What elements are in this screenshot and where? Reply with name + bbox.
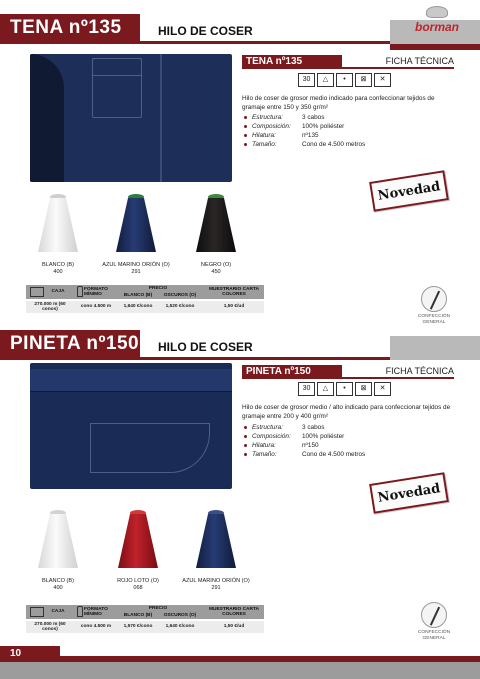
spool-negro (196, 194, 236, 252)
spec-item: Estructura: 3 cabos (244, 114, 456, 123)
no-dry-clean-icon: ✕ (374, 382, 391, 396)
spec-list (244, 424, 456, 460)
spool-label: BLANCO (B) 400 (41, 578, 74, 591)
spec-item: Composición: 100% poliéster (244, 433, 456, 442)
no-tumble-dry-icon: ⊠ (355, 73, 372, 87)
table-row: 270.000 m (60 conos) cono 4.500 m 1,570 €/cono 1,640 €/cono 1,50 €/ud (26, 621, 264, 633)
price-table-header: CAJA FORMATO MÍNIMO PRECIO BLANCO (B) OSCUROS (O) MUESTRARIO CARTA COLORES (26, 285, 264, 299)
product-section-tena (0, 0, 480, 335)
table-row: 270.000 m (60 conos) cono 4.500 m 1,640 €/cono 1,520 €/cono 1,50 €/ud (26, 301, 264, 313)
spec-item: Composición: 100% poliéster (244, 123, 456, 132)
spec-item: Tamaño: Cono de 4.500 metros (244, 141, 456, 150)
product-photo-jacket (30, 54, 232, 182)
borman-logo: borman (402, 6, 472, 40)
novedad-badge: Novedad (369, 472, 449, 514)
no-bleach-icon: △ (317, 382, 334, 396)
spool-label: BLANCO (B) 400 (41, 262, 74, 275)
logo-emblem-icon (426, 6, 448, 18)
confeccion-general: CONFECCIÓN GENERAL (414, 602, 454, 641)
no-dry-clean-icon: ✕ (374, 73, 391, 87)
title-band (0, 330, 480, 360)
spec-name: PINETA nº150 (242, 365, 342, 379)
spec-header (242, 365, 454, 379)
spec-item: Hilatura: nº135 (244, 132, 456, 141)
spec-header (242, 55, 454, 69)
spool-blanco (38, 194, 78, 252)
iron-icon: • (336, 382, 353, 396)
care-icons (298, 73, 406, 89)
page-footer (0, 646, 480, 679)
box-icon (30, 287, 44, 297)
spool-label: NEGRO (O) 450 (200, 262, 232, 275)
spec-item: Tamaño: Cono de 4.500 metros (244, 451, 456, 460)
confeccion-general: CONFECCIÓN GENERAL (414, 286, 454, 325)
page-number: 10 (0, 646, 60, 662)
product-subtitle: HILO DE COSER (158, 340, 253, 354)
box-icon (30, 607, 44, 617)
cone-icon (77, 606, 83, 617)
spool-label: AZUL MARINO ORIÓN (O) 291 (102, 262, 170, 275)
product-subtitle: HILO DE COSER (158, 24, 253, 38)
product-title: PINETA nº150 (10, 333, 140, 354)
spool-rojo-loto (118, 510, 158, 568)
price-table-header: CAJA FORMATO MÍNIMO PRECIO BLANCO (B) OSCUROS (O) MUESTRARIO CARTA COLORES (26, 605, 264, 619)
spec-name: TENA nº135 (242, 55, 342, 69)
spool-label: ROJO LOTO (O) 068 (117, 578, 159, 591)
iron-icon: • (336, 73, 353, 87)
ficha-tecnica-label: FICHA TÉCNICA (342, 365, 454, 379)
spool-azul-marino (116, 194, 156, 252)
spec-item: Estructura: 3 cabos (244, 424, 456, 433)
wash-30-icon: 30 (298, 73, 315, 87)
spool-blanco (38, 510, 78, 568)
needle-thread-icon (421, 602, 447, 628)
care-icons (298, 382, 406, 398)
no-bleach-icon: △ (317, 73, 334, 87)
product-description: Hilo de coser de grosor medio / alto indicado para confeccionar tejidos de gramaje entre 200 y 400 gr/m² (242, 404, 451, 420)
product-title: TENA nº135 (10, 17, 122, 38)
product-section-pineta (0, 326, 480, 646)
spec-item: Hilatura: nº150 (244, 442, 456, 451)
ficha-tecnica-label: FICHA TÉCNICA (342, 55, 454, 69)
spool-azul-marino (196, 510, 236, 568)
no-tumble-dry-icon: ⊠ (355, 382, 372, 396)
novedad-badge: Novedad (369, 170, 449, 212)
spec-list (244, 114, 456, 150)
needle-thread-icon (421, 286, 447, 312)
product-description: Hilo de coser de grosor medio indicado para confeccionar tejidos de gramaje entre 150 y 350 gr/m² (242, 95, 435, 111)
wash-30-icon: 30 (298, 382, 315, 396)
product-photo-trousers (30, 363, 232, 489)
spool-label: AZUL MARINO ORIÓN (O) 291 (182, 578, 250, 591)
cone-icon (77, 286, 83, 297)
